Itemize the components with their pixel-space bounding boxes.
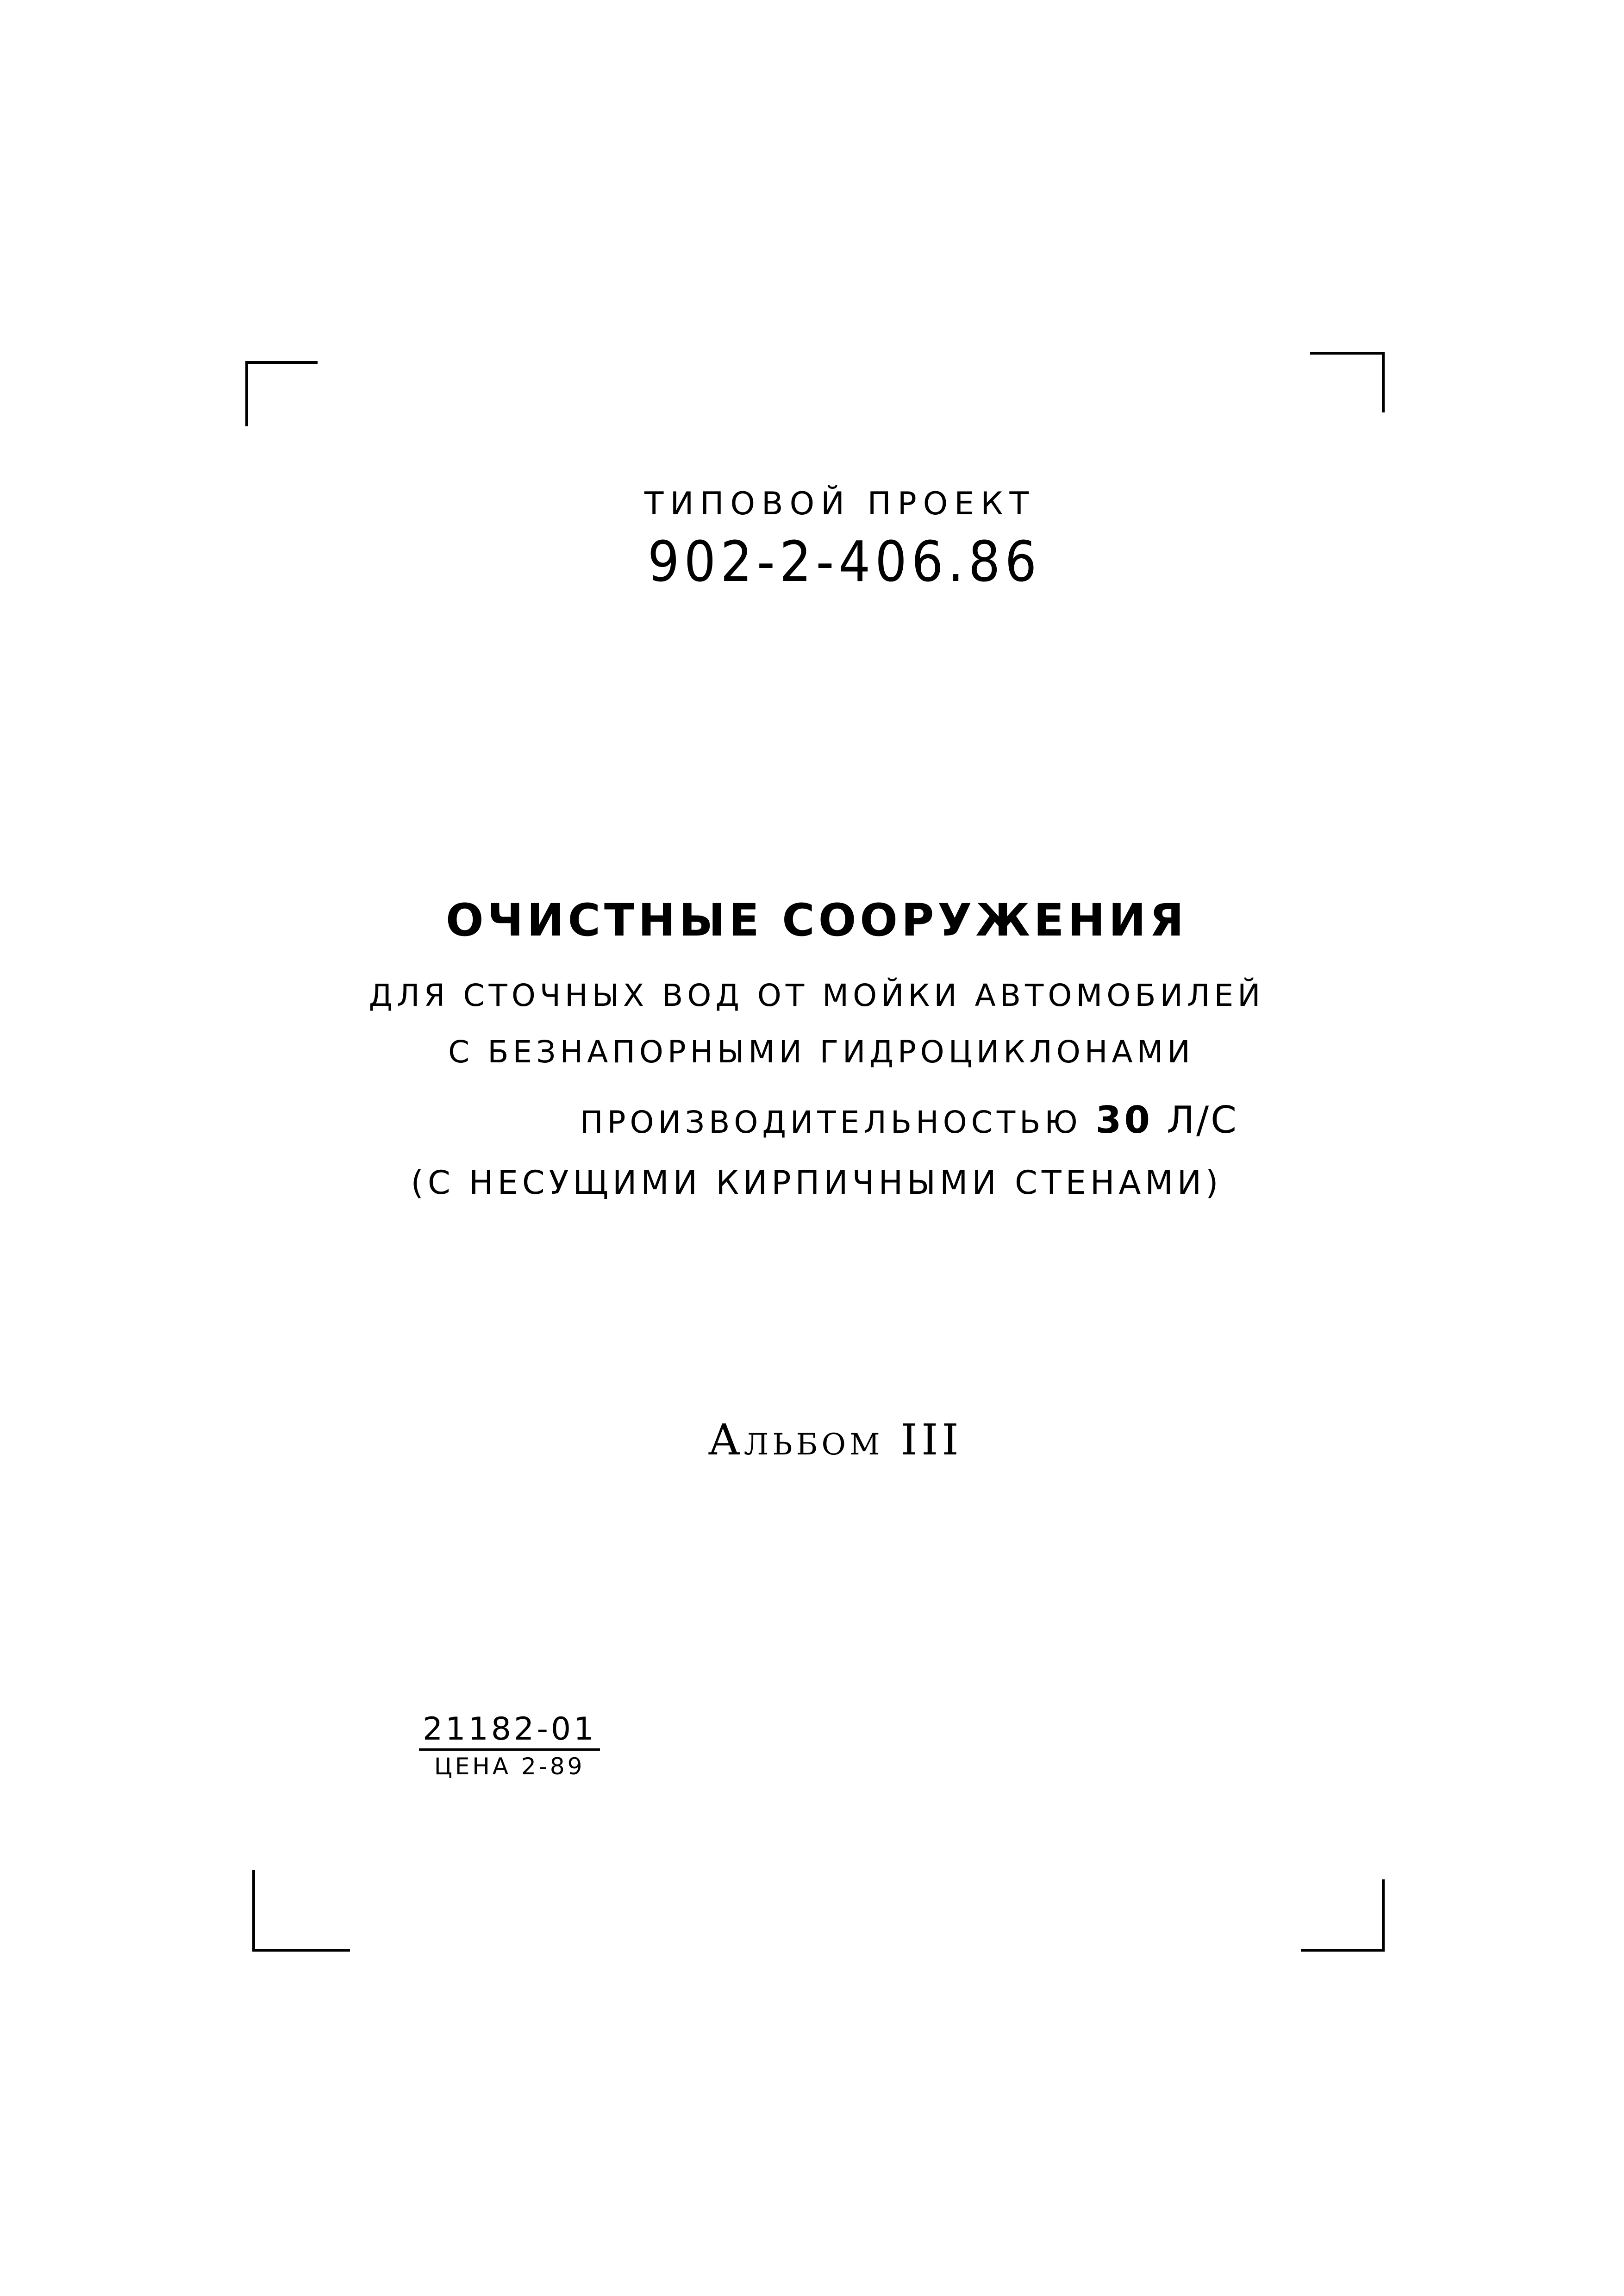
capacity-label: ПРОИЗВОДИТЕЛЬНОСТЬЮ [580,1104,1082,1140]
subtitle-line-1: ДЛЯ СТОЧНЫХ ВОД ОТ МОЙКИ АВТОМОБИЛЕЙ [369,978,1265,1013]
album-number: III [900,1415,962,1465]
project-type-label: ТИПОВОЙ ПРОЕКТ [644,486,1036,522]
crop-mark-top-right [1310,352,1385,412]
catalog-number: 21182-01 [419,1713,600,1751]
crop-mark-bottom-left [252,1870,350,1952]
subtitle-line-4: (С НЕСУЩИМИ КИРПИЧНЫМИ СТЕНАМИ) [411,1164,1223,1202]
crop-mark-top-left [245,361,318,426]
album-title [0,1415,1624,1465]
catalog-price: ЦЕНА 2-89 [434,1753,585,1780]
document-title: ОЧИСТНЫЕ СООРУЖЕНИЯ [445,894,1188,946]
subtitle-line-2: С БЕЗНАПОРНЫМИ ГИДРОЦИКЛОНАМИ [448,1034,1194,1070]
subtitle-line-3 [0,1098,1624,1142]
album-word: Альбом [708,1415,884,1465]
crop-mark-bottom-right [1301,1879,1385,1952]
capacity-value: 30 [1095,1098,1153,1142]
capacity-unit: Л/С [1166,1098,1238,1142]
catalog-stamp [419,1713,600,1779]
project-number: 902-2-406.86 [647,530,1042,594]
